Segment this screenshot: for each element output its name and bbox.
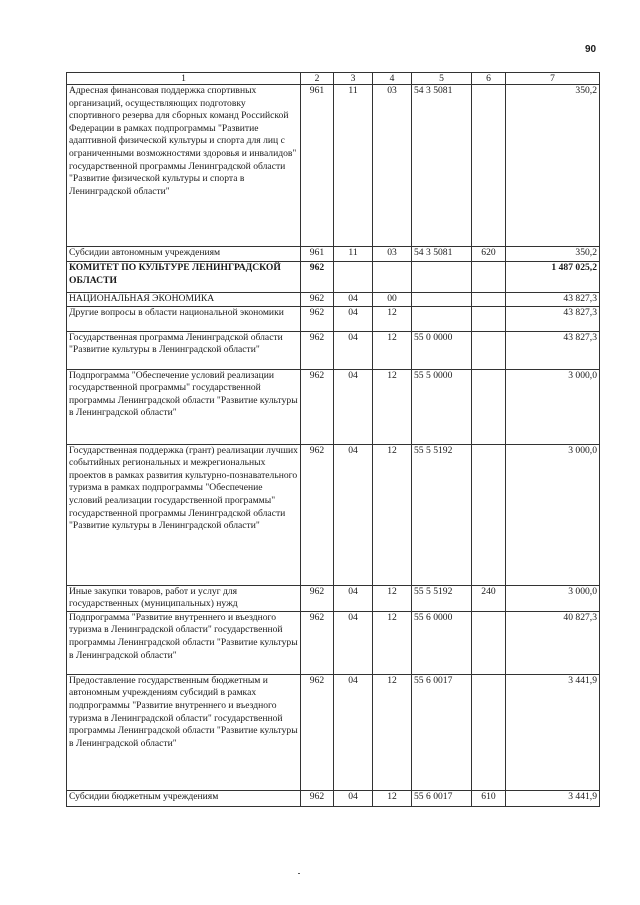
header-cell: 7 bbox=[506, 73, 600, 85]
table-row bbox=[67, 790, 600, 806]
subsection-code-cell: 12 bbox=[373, 674, 412, 790]
subsection-code-cell: 00 bbox=[373, 293, 412, 307]
grbs-code-cell: 962 bbox=[301, 585, 334, 611]
amount-cell: 3 000,0 bbox=[506, 444, 600, 585]
grbs-code-cell: 962 bbox=[301, 306, 334, 331]
section-code-cell: 11 bbox=[334, 85, 373, 247]
grbs-code-cell: 962 bbox=[301, 331, 334, 369]
header-cell: 6 bbox=[472, 73, 506, 85]
amount-cell: 40 827,3 bbox=[506, 611, 600, 674]
header-cell: 5 bbox=[412, 73, 472, 85]
section-code-cell: 04 bbox=[334, 674, 373, 790]
target-article-cell: 55 5 0000 bbox=[412, 369, 472, 444]
expense-type-cell bbox=[472, 262, 506, 293]
header-cell: 1 bbox=[67, 73, 301, 85]
row-name-cell: Субсидии бюджетным учреждениям bbox=[67, 790, 301, 806]
subsection-code-cell: 12 bbox=[373, 444, 412, 585]
amount-cell: 43 827,3 bbox=[506, 331, 600, 369]
subsection-code-cell: 12 bbox=[373, 611, 412, 674]
target-article-cell: 55 0 0000 bbox=[412, 331, 472, 369]
subsection-code-cell: 12 bbox=[373, 331, 412, 369]
row-name-cell: Другие вопросы в области национальной экономики bbox=[67, 306, 301, 331]
subsection-code-cell: 12 bbox=[373, 790, 412, 806]
table-row bbox=[67, 674, 600, 790]
amount-cell: 350,2 bbox=[506, 85, 600, 247]
grbs-code-cell: 962 bbox=[301, 293, 334, 307]
target-article-cell bbox=[412, 293, 472, 307]
grbs-code-cell: 962 bbox=[301, 611, 334, 674]
table-row bbox=[67, 369, 600, 444]
subsection-code-cell: 12 bbox=[373, 585, 412, 611]
grbs-code-cell: 961 bbox=[301, 247, 334, 262]
expense-type-cell: 620 bbox=[472, 247, 506, 262]
header-cell: 4 bbox=[373, 73, 412, 85]
section-code-cell: 04 bbox=[334, 306, 373, 331]
section-code-cell bbox=[334, 262, 373, 293]
expense-type-cell bbox=[472, 369, 506, 444]
row-name-cell: Субсидии автономным учреждениям bbox=[67, 247, 301, 262]
row-name-cell: Подпрограмма "Обеспечение условий реализации государственной программы" государственной программы Ленинградской области "Развитие культуры в Ленинградской области" bbox=[67, 369, 301, 444]
table-row bbox=[67, 293, 600, 307]
row-name-cell: Государственная поддержка (грант) реализации лучших событийных региональных и межрегиональных проектов в рамках развития культурно-познавательного туризма в рамках подпрограммы "Обеспечение условий реализации государственной программы" государственной программы Ленинградской области "Развитие культуры в Ленинградской области" bbox=[67, 444, 301, 585]
subsection-code-cell: 03 bbox=[373, 85, 412, 247]
section-code-cell: 04 bbox=[334, 585, 373, 611]
section-code-cell: 04 bbox=[334, 331, 373, 369]
grbs-code-cell: 962 bbox=[301, 262, 334, 293]
subsection-code-cell: 12 bbox=[373, 369, 412, 444]
budget-table bbox=[66, 72, 600, 807]
section-code-cell: 11 bbox=[334, 247, 373, 262]
expense-type-cell bbox=[472, 85, 506, 247]
grbs-code-cell: 962 bbox=[301, 444, 334, 585]
target-article-cell: 55 5 5192 bbox=[412, 444, 472, 585]
table-row bbox=[67, 444, 600, 585]
table-row bbox=[67, 85, 600, 247]
expense-type-cell bbox=[472, 331, 506, 369]
amount-cell: 1 487 025,2 bbox=[506, 262, 600, 293]
row-name-cell: Адресная финансовая поддержка спортивных организаций, осуществляющих подготовку спортивного резерва для сборных команд Российской Федерации в рамках подпрограммы "Развитие адаптивной физической культуры и спорта для лиц с ограниченными возможностями здоровья и инвалидов" государственной программы Ленинградской области "Развитие физической культуры и спорта в Ленинградской области" bbox=[67, 85, 301, 247]
target-article-cell: 54 3 5081 bbox=[412, 85, 472, 247]
row-name-cell: Подпрограмма "Развитие внутреннего и въездного туризма в Ленинградской области" государственной программы Ленинградской области "Развитие культуры в Ленинградской области" bbox=[67, 611, 301, 674]
scan-mark bbox=[298, 873, 300, 874]
expense-type-cell bbox=[472, 611, 506, 674]
expense-type-cell: 240 bbox=[472, 585, 506, 611]
amount-cell: 350,2 bbox=[506, 247, 600, 262]
table-row bbox=[67, 585, 600, 611]
row-name-cell: КОМИТЕТ ПО КУЛЬТУРЕ ЛЕНИНГРАДСКОЙ ОБЛАСТИ bbox=[67, 262, 301, 293]
header-row bbox=[67, 73, 600, 85]
subsection-code-cell: 12 bbox=[373, 306, 412, 331]
target-article-cell bbox=[412, 262, 472, 293]
section-code-cell: 04 bbox=[334, 790, 373, 806]
expense-type-cell bbox=[472, 293, 506, 307]
table-row bbox=[67, 611, 600, 674]
expense-type-cell bbox=[472, 674, 506, 790]
grbs-code-cell: 962 bbox=[301, 369, 334, 444]
target-article-cell bbox=[412, 306, 472, 331]
amount-cell: 3 441,9 bbox=[506, 674, 600, 790]
header-cell: 2 bbox=[301, 73, 334, 85]
target-article-cell: 55 6 0017 bbox=[412, 674, 472, 790]
expense-type-cell: 610 bbox=[472, 790, 506, 806]
target-article-cell: 55 6 0017 bbox=[412, 790, 472, 806]
grbs-code-cell: 962 bbox=[301, 674, 334, 790]
row-name-cell: НАЦИОНАЛЬНАЯ ЭКОНОМИКА bbox=[67, 293, 301, 307]
section-code-cell: 04 bbox=[334, 369, 373, 444]
section-code-cell: 04 bbox=[334, 611, 373, 674]
row-name-cell: Иные закупки товаров, работ и услуг для государственных (муниципальных) нужд bbox=[67, 585, 301, 611]
section-code-cell: 04 bbox=[334, 293, 373, 307]
target-article-cell: 55 6 0000 bbox=[412, 611, 472, 674]
amount-cell: 3 441,9 bbox=[506, 790, 600, 806]
expense-type-cell bbox=[472, 306, 506, 331]
row-name-cell: Государственная программа Ленинградской области "Развитие культуры в Ленинградской области" bbox=[67, 331, 301, 369]
table-row bbox=[67, 262, 600, 293]
amount-cell: 43 827,3 bbox=[506, 293, 600, 307]
section-code-cell: 04 bbox=[334, 444, 373, 585]
grbs-code-cell: 962 bbox=[301, 790, 334, 806]
row-name-cell: Предоставление государственным бюджетным и автономным учреждениям субсидий в рамках подпрограммы "Развитие внутреннего и въездного туризма в Ленинградской области" государственной программы Ленинградской области "Развитие культуры в Ленинградской области" bbox=[67, 674, 301, 790]
expense-type-cell bbox=[472, 444, 506, 585]
table-row bbox=[67, 306, 600, 331]
amount-cell: 3 000,0 bbox=[506, 585, 600, 611]
table-row bbox=[67, 247, 600, 262]
budget-table-body bbox=[67, 73, 600, 807]
header-cell: 3 bbox=[334, 73, 373, 85]
target-article-cell: 55 5 5192 bbox=[412, 585, 472, 611]
table-row bbox=[67, 331, 600, 369]
amount-cell: 43 827,3 bbox=[506, 306, 600, 331]
grbs-code-cell: 961 bbox=[301, 85, 334, 247]
page-number: 90 bbox=[585, 44, 597, 55]
subsection-code-cell: 03 bbox=[373, 247, 412, 262]
amount-cell: 3 000,0 bbox=[506, 369, 600, 444]
subsection-code-cell bbox=[373, 262, 412, 293]
target-article-cell: 54 3 5081 bbox=[412, 247, 472, 262]
